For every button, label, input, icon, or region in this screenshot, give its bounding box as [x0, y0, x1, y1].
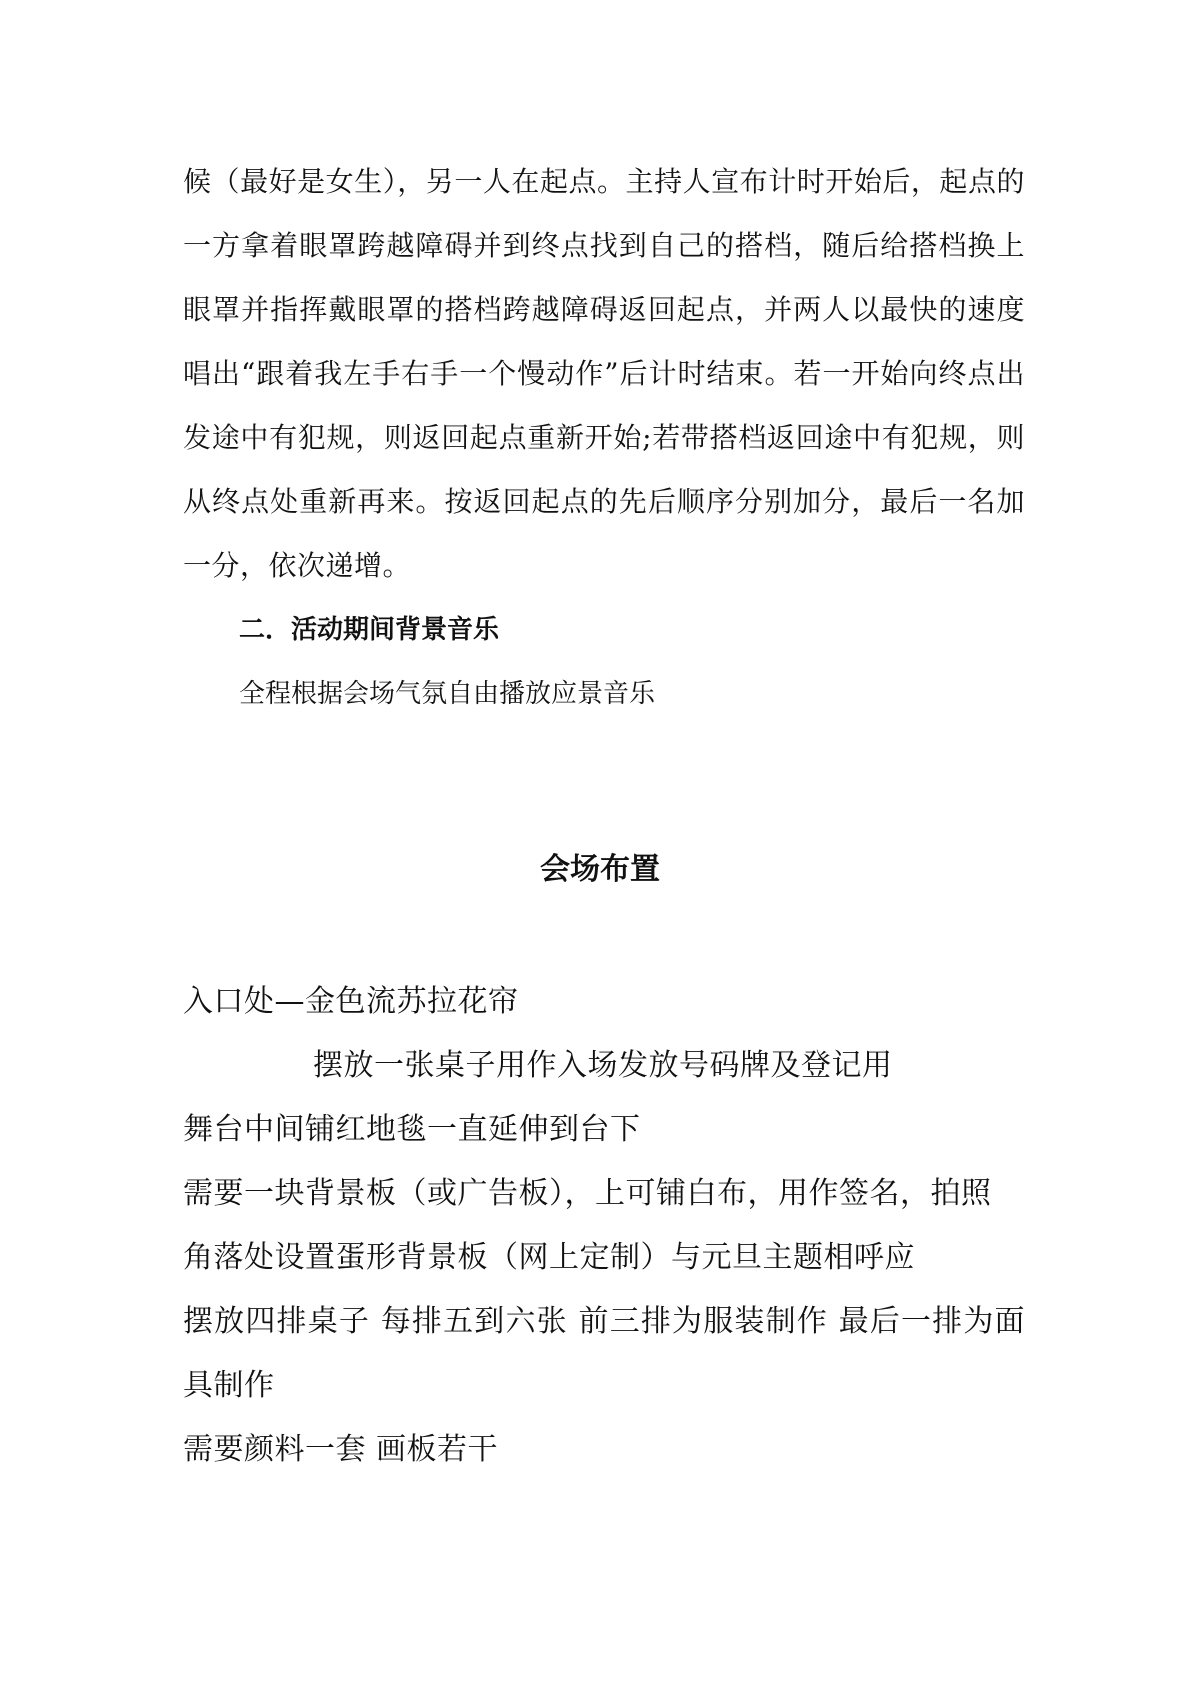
activity-section [183, 150, 1025, 726]
background-music-text: 全程根据会场气氛自由播放应景音乐 [239, 679, 656, 709]
list-item: 需要颜料一套 画板若干 [183, 1432, 499, 1467]
list-item: 入口处—金色流苏拉花帘 [183, 984, 519, 1019]
list-item: 需要一块背景板（或广告板），上可铺白布，用作签名，拍照 [183, 1176, 992, 1211]
game-rules-paragraph: 候（最好是女生），另一人在起点。主持人宣布计时开始后，起点的一方拿着眼罩跨越障碍并到终点找到自己的搭档，随后给搭档换上眼罩并指挥戴眼罩的搭档跨越障碍返回起点，并两人以最快的速度唱出“跟着我左手右手一个慢动作”后计时结束。若一开始向终点出发途中有犯规，则返回起点重新开始;若带搭档返回途中有犯规，则从终点处重新再来。按返回起点的先后顺序分别加分，最后一名加一分，依次递增。 [183, 165, 1025, 582]
list-item: 角落处设置蛋形背景板（网上定制）与元旦主题相呼应 [183, 1240, 915, 1275]
venue-layout-title: 会场布置 [540, 852, 660, 887]
list-item: 摆放一张桌子用作入场发放号码牌及登记用 [313, 1048, 893, 1083]
venue-layout-list [183, 970, 1025, 1482]
list-item: 摆放四排桌子 每排五到六张 前三排为服装制作 最后一排为面具制作 [183, 1304, 1025, 1403]
list-item: 舞台中间铺红地毯一直延伸到台下 [183, 1112, 641, 1147]
section-heading-background-music: 二．活动期间背景音乐 [239, 615, 500, 645]
